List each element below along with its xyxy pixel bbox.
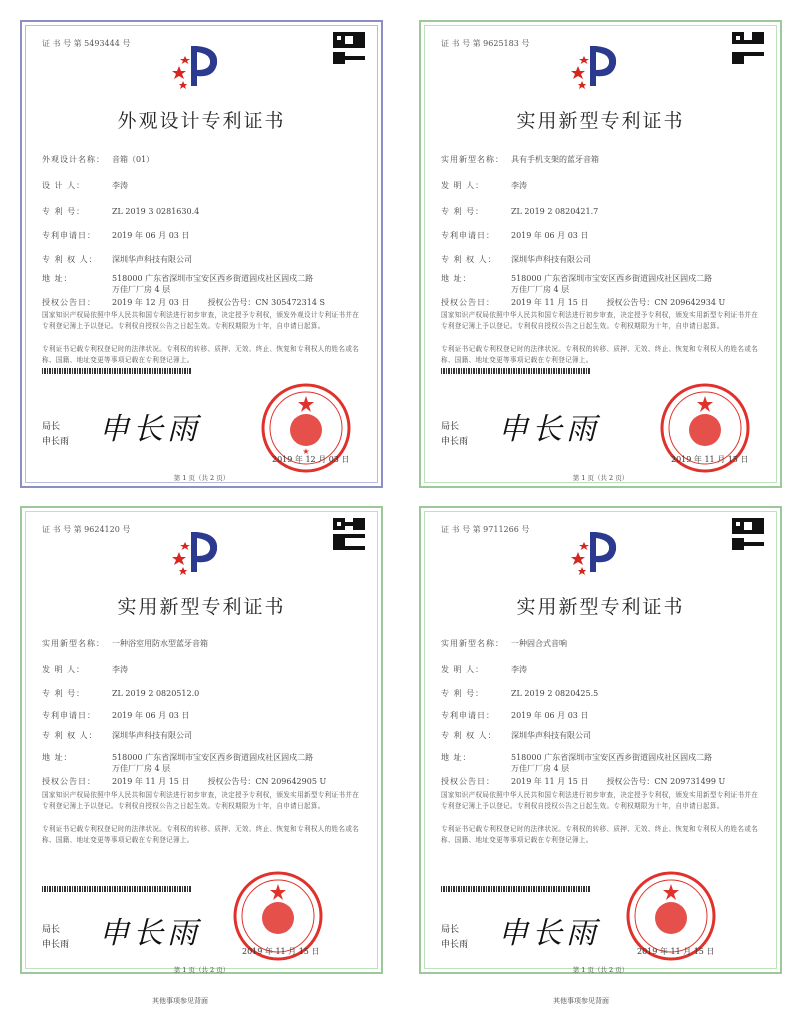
- certificate-number: 证 书 号 第 9711266 号: [441, 525, 530, 534]
- patent-number-row: 专 利 号： ZL 2019 3 0281630.4: [42, 207, 200, 216]
- footnote-right: 其他事项参见背面: [553, 997, 609, 1005]
- design-name-row: 外观设计名称： 音箱（01）: [42, 155, 155, 164]
- address-line-2: 万佳厂厂房 4 层: [112, 764, 171, 773]
- address-line-2: 万佳厂厂房 4 层: [511, 764, 570, 773]
- address-row: 地 址： 518000 广东省深圳市宝安区西乡街道固戍社区固戍二路: [42, 274, 314, 283]
- address-row: 地 址： 518000 广东省深圳市宝安区西乡街道固戍社区固戍二路: [441, 753, 713, 762]
- cnipa-logo-icon: [169, 522, 229, 582]
- certificate-number: 证 书 号 第 9624120 号: [42, 525, 131, 534]
- qr-code: [732, 32, 764, 64]
- page-number: 第 1 页（共 2 页）: [173, 966, 230, 974]
- certificate-body-paragraph-2: 专利证书记载专利权登记时的法律状况。专利权的转移、质押、无效、终止、恢复和专利权人的姓名或名称、国籍、地址变更等事项记载在专利登记簿上。: [42, 345, 360, 364]
- grant-date-row: 授权公告日： 2019 年 11 月 15 日 授权公告号：CN 209642934 U: [441, 298, 726, 307]
- director-signature: 申长雨: [498, 412, 600, 447]
- design-name-row: 实用新型名称： 一种浴室用防水型蓝牙音箱: [42, 639, 208, 648]
- patentee-row: 专 利 权 人： 深圳华声科技有限公司: [441, 255, 591, 264]
- director-title: 局长: [441, 925, 460, 935]
- design-name-row: 实用新型名称： 一种固合式音响: [441, 639, 567, 648]
- director-name: 申长雨: [42, 940, 70, 950]
- cnipa-logo-icon: [568, 522, 628, 582]
- qr-code: [333, 518, 365, 550]
- patent-number-row: 专 利 号： ZL 2019 2 0820512.0: [42, 689, 200, 698]
- grant-date-row: 授权公告日： 2019 年 11 月 15 日 授权公告号：CN 209642905 U: [42, 777, 327, 786]
- seal-date: 2019 年 11 月 15 日: [242, 947, 320, 956]
- barcode: [42, 886, 192, 892]
- grant-date-row: 授权公告日： 2019 年 11 月 15 日 授权公告号：CN 209731499 U: [441, 777, 726, 786]
- inventor-row: 发 明 人： 李涛: [42, 665, 128, 674]
- cnipa-logo-icon: [568, 36, 628, 96]
- page-number: 第 1 页（共 2 页）: [173, 474, 230, 482]
- director-signature: 申长雨: [99, 916, 201, 951]
- patentee-row: 专 利 权 人： 深圳华声科技有限公司: [42, 731, 192, 740]
- patent-number-row: 专 利 号： ZL 2019 2 0820421.7: [441, 207, 599, 216]
- certificate-number: 证 书 号 第 9625183 号: [441, 39, 530, 48]
- design-name-row: 实用新型名称： 具有手机支架的蓝牙音箱: [441, 155, 599, 164]
- director-title: 局长: [42, 422, 61, 432]
- certificate-body-paragraph-2: 专利证书记载专利权登记时的法律状况。专利权的转移、质押、无效、终止、恢复和专利权人的姓名或名称、国籍、地址变更等事项记载在专利登记簿上。: [441, 825, 759, 844]
- barcode: [42, 368, 192, 374]
- barcode: [441, 886, 591, 892]
- certificate-title: 实用新型专利证书: [516, 596, 685, 618]
- seal-date: 2019 年 11 月 15 日: [637, 947, 715, 956]
- page-number: 第 1 页（共 2 页）: [572, 966, 629, 974]
- certificate-body-paragraph: 国家知识产权局依照中华人民共和国专利法进行初步审查，决定授予专利权，颁发实用新型专利证书并在专利登记簿上予以登记。专利权自授权公告之日起生效。专利权期限为十年，自申请日起算。: [441, 791, 759, 810]
- inventor-row: 设 计 人： 李涛: [42, 181, 128, 190]
- qr-code: [333, 32, 365, 64]
- certificate-body-paragraph-2: 专利证书记载专利权登记时的法律状况。专利权的转移、质押、无效、终止、恢复和专利权人的姓名或名称、国籍、地址变更等事项记载在专利登记簿上。: [441, 345, 759, 364]
- certificate-body-paragraph: 国家知识产权局依照中华人民共和国专利法进行初步审查，决定授予专利权，颁发实用新型专利证书并在专利登记簿上予以登记。专利权自授权公告之日起生效。专利权期限为十年，自申请日起算。: [441, 311, 759, 330]
- grant-date-row: 授权公告日： 2019 年 12 月 03 日 授权公告号：CN 305472314 S: [42, 298, 325, 307]
- qr-code: [732, 518, 764, 550]
- patentee-row: 专 利 权 人： 深圳华声科技有限公司: [441, 731, 591, 740]
- filing-date-row: 专利申请日： 2019 年 06 月 03 日: [441, 231, 589, 240]
- director-name: 申长雨: [441, 940, 469, 950]
- certificate-1: [14, 14, 389, 494]
- certificate-3: [14, 500, 389, 980]
- address-line-2: 万佳厂厂房 4 层: [112, 285, 171, 294]
- inventor-row: 发 明 人： 李涛: [441, 665, 527, 674]
- footnote-left: 其他事项参见背面: [152, 997, 208, 1005]
- seal-date: 2019 年 11 月 15 日: [671, 455, 749, 464]
- director-title: 局长: [441, 422, 460, 432]
- certificate-body-paragraph: 国家知识产权局依照中华人民共和国专利法进行初步审查，决定授予专利权，颁发实用新型专利证书并在专利登记簿上予以登记。专利权自授权公告之日起生效。专利权期限为十年，自申请日起算。: [42, 791, 360, 810]
- certificate-4: [413, 500, 788, 980]
- barcode: [441, 368, 591, 374]
- svg-text:★: ★: [302, 447, 310, 456]
- cnipa-logo-icon: [169, 36, 229, 96]
- director-signature: 申长雨: [498, 916, 600, 951]
- certificate-title: 实用新型专利证书: [516, 110, 685, 132]
- certificate-title: 外观设计专利证书: [117, 110, 286, 132]
- filing-date-row: 专利申请日： 2019 年 06 月 03 日: [42, 711, 190, 720]
- certificate-2: [413, 14, 788, 494]
- inventor-row: 发 明 人： 李涛: [441, 181, 527, 190]
- address-line-2: 万佳厂厂房 4 层: [511, 285, 570, 294]
- patent-number-row: 专 利 号： ZL 2019 2 0820425.5: [441, 689, 599, 698]
- certificate-title: 实用新型专利证书: [117, 596, 286, 618]
- address-row: 地 址： 518000 广东省深圳市宝安区西乡街道固戍社区固戍二路: [42, 753, 314, 762]
- certificate-body-paragraph: 国家知识产权局依照中华人民共和国专利法进行初步审查，决定授予专利权，颁发外观设计专利证书并在专利登记簿上予以登记。专利权自授权公告之日起生效。专利权期限为十年，自申请日起算。: [42, 311, 360, 330]
- seal-date: 2019 年 12 月 03 日: [272, 455, 350, 464]
- filing-date-row: 专利申请日： 2019 年 06 月 03 日: [441, 711, 589, 720]
- certificate-body-paragraph-2: 专利证书记载专利权登记时的法律状况。专利权的转移、质押、无效、终止、恢复和专利权人的姓名或名称、国籍、地址变更等事项记载在专利登记簿上。: [42, 825, 360, 844]
- director-name: 申长雨: [42, 437, 70, 447]
- certificate-number: 证 书 号 第 5493444 号: [42, 39, 131, 48]
- page-number: 第 1 页（共 2 页）: [572, 474, 629, 482]
- patentee-row: 专 利 权 人： 深圳华声科技有限公司: [42, 255, 192, 264]
- director-name: 申长雨: [441, 437, 469, 447]
- filing-date-row: 专利申请日： 2019 年 06 月 03 日: [42, 231, 190, 240]
- director-signature: 申长雨: [99, 412, 201, 447]
- director-title: 局长: [42, 925, 61, 935]
- address-row: 地 址： 518000 广东省深圳市宝安区西乡街道固戍社区固戍二路: [441, 274, 713, 283]
